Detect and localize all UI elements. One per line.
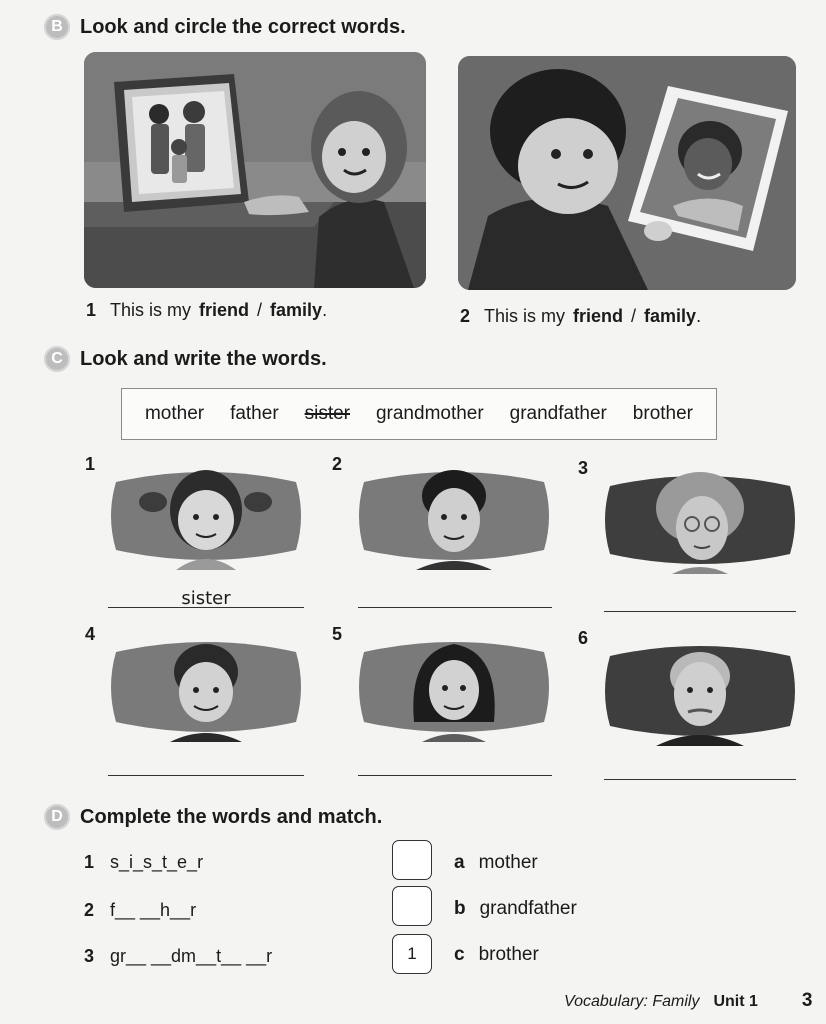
picture-mother xyxy=(356,632,552,742)
footer-unit: Unit 1 xyxy=(713,993,758,1010)
slash: / xyxy=(257,300,263,320)
picture-number: 1 xyxy=(85,454,96,474)
complete-word-item xyxy=(84,900,196,921)
section-badge: D xyxy=(44,804,70,830)
match-box[interactable] xyxy=(392,886,432,926)
picture-girl-pigtails xyxy=(108,462,304,570)
picture-number: 5 xyxy=(332,624,343,644)
word-gaps[interactable]: gr__ __dm__t__ __r xyxy=(110,946,273,966)
match-option xyxy=(454,852,538,874)
option-word: brother xyxy=(478,944,539,965)
page-footer xyxy=(564,990,812,1012)
option-family[interactable]: family xyxy=(644,306,697,326)
section-d-header xyxy=(44,804,382,830)
girl-showing-family-photo-illustration xyxy=(84,52,426,288)
scene-friend-photo xyxy=(458,56,796,290)
sentence-1 xyxy=(86,300,327,321)
item-number: 1 xyxy=(84,852,95,872)
option-family[interactable]: family xyxy=(270,300,323,320)
match-option xyxy=(454,944,539,966)
scene-family-photo xyxy=(84,52,426,288)
answer-line[interactable] xyxy=(108,756,304,776)
slash: / xyxy=(631,306,637,326)
period: . xyxy=(696,306,702,326)
answer-line[interactable] xyxy=(604,592,796,612)
picture-number: 3 xyxy=(578,458,589,478)
boy-holding-friend-photo-illustration xyxy=(458,56,796,290)
complete-word-item xyxy=(84,946,272,967)
complete-word-item xyxy=(84,852,203,873)
section-title: Look and write the words. xyxy=(80,347,327,370)
word-bank xyxy=(121,388,717,440)
answer-line[interactable] xyxy=(358,588,552,608)
section-c-header xyxy=(44,346,327,372)
option-letter: a xyxy=(454,852,465,873)
picture-grandmother xyxy=(602,466,798,574)
section-badge: C xyxy=(44,346,70,372)
match-option xyxy=(454,898,577,920)
word-gaps[interactable]: s_i_s_t_e_r xyxy=(110,852,204,872)
word-bank-word-crossed: sister xyxy=(304,403,351,424)
word-bank-word: grandfather xyxy=(509,403,607,424)
section-title: Complete the words and match. xyxy=(80,805,383,828)
item-number: 2 xyxy=(84,900,95,920)
match-box[interactable]: 1 xyxy=(392,934,432,974)
item-number: 3 xyxy=(84,946,95,966)
answer-line[interactable] xyxy=(358,756,552,776)
sentence-2 xyxy=(460,306,701,327)
section-b-header xyxy=(44,14,406,40)
picture-number: 2 xyxy=(332,454,343,474)
option-friend[interactable]: friend xyxy=(573,306,624,326)
picture-number: 6 xyxy=(578,628,589,648)
item-number: 2 xyxy=(460,306,471,326)
word-bank-word: grandmother xyxy=(375,403,484,424)
picture-grandfather xyxy=(602,636,798,746)
picture-number: 4 xyxy=(85,624,96,644)
footer-topic: Vocabulary: Family xyxy=(564,993,700,1010)
answer-line[interactable] xyxy=(604,760,796,780)
picture-father xyxy=(356,462,552,570)
period: . xyxy=(322,300,328,320)
word-bank-word: mother xyxy=(144,403,205,424)
sentence-text: This is my xyxy=(110,300,192,320)
section-badge: B xyxy=(44,14,70,40)
option-letter: c xyxy=(454,944,465,965)
section-title: Look and circle the correct words. xyxy=(80,15,406,38)
answer-line[interactable]: sister xyxy=(108,588,304,608)
item-number: 1 xyxy=(86,300,97,320)
page-number: 3 xyxy=(801,990,813,1011)
match-box[interactable] xyxy=(392,840,432,880)
option-word: mother xyxy=(478,852,538,873)
word-bank-word: brother xyxy=(632,403,693,424)
word-gaps[interactable]: f__ __h__r xyxy=(110,900,197,920)
picture-brother xyxy=(108,632,304,742)
option-word: grandfather xyxy=(479,898,577,919)
sentence-text: This is my xyxy=(484,306,566,326)
option-friend[interactable]: friend xyxy=(199,300,250,320)
word-bank-word: father xyxy=(230,403,279,424)
option-letter: b xyxy=(454,898,466,919)
